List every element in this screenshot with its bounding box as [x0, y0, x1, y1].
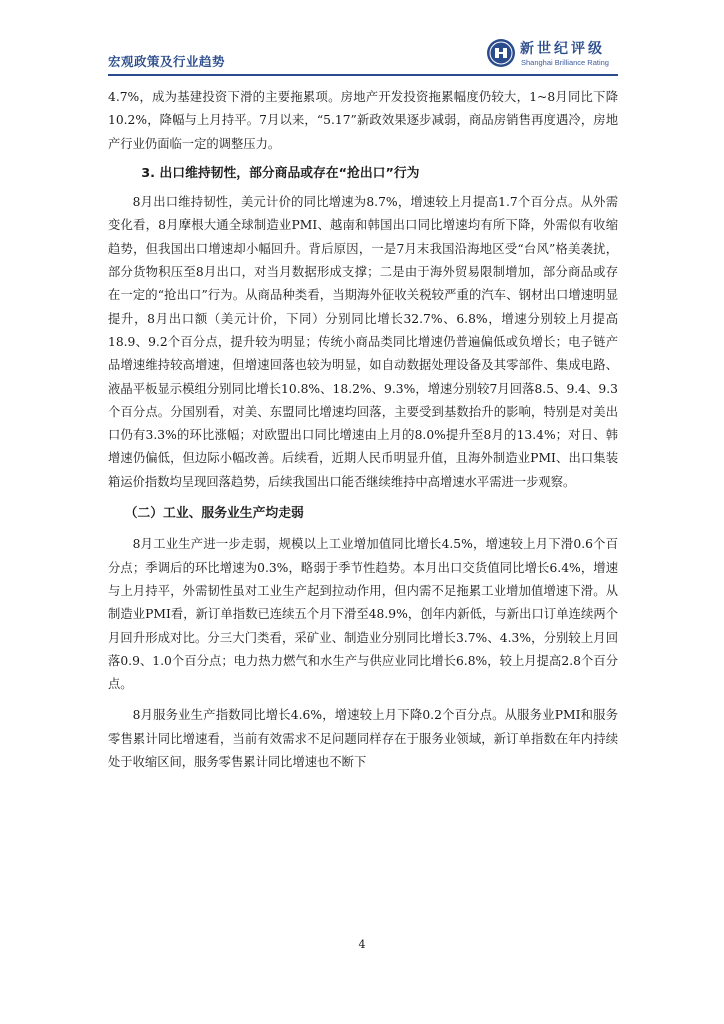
brand-logo-icon — [486, 38, 516, 68]
header-title: 宏观政策及行业趋势 — [108, 54, 226, 69]
header-divider — [108, 74, 618, 76]
page-header — [108, 38, 618, 72]
page-number: 4 — [358, 938, 366, 951]
brand-name: 新世纪评级 — [520, 41, 605, 57]
paragraph-infrastructure-real-estate: 4.7%，成为基建投资下滑的主要拖累项。房地产开发投资拖累幅度仍较大，1~8月同比下降10.2%，降幅与上月持平。7月以来，“5.17”新政效果逐步减弱，商品房销售再度遇冷，房地产行业仍面临一定的调整压力。 — [108, 90, 618, 151]
brand — [488, 38, 618, 70]
paragraph-services-production: 8月服务业生产指数同比增长4.6%，增速较上月下降0.2个百分点。从服务业PMI和服务零售累计同比增速看，当前有效需求不足问题同样存在于服务业领域，新订单指数在年内持续处于收缩区间，服务零售累计同比增速也不断下 — [108, 708, 618, 770]
section-heading-industry-services: （二）工业、服务业生产均走弱 — [124, 506, 304, 522]
paragraph-industrial-production: 8月工业生产进一步走弱，规模以上工业增加值同比增长4.5%，增速较上月下滑0.6个百分点；季调后的环比增速为0.3%，略弱于季节性趋势。本月出口交货值同比增长6.4%，增速与上月持平，外需韧性虽对工业生产起到拉动作用，但内需不足拖累工业增加值增速下滑。从制造业PMI看，新订单指数已连续五个月下滑至48.9%，创年内新低，与新出口订单连续两个月回升形成对比。分三大门类看，采矿业、制造业分别同比增长3.7%、4.3%，分别较上月回落0.9、1.0个百分点；电力热力燃气和水生产与供应业同比增长6.8%，较上月提高2.8个百分点。 — [108, 537, 618, 692]
document-body — [108, 86, 618, 774]
section-heading-exports: 3. 出口维持韧性，部分商品或存在“抢出口”行为 — [141, 165, 420, 181]
paragraph-exports: 8月出口维持韧性，美元计价的同比增速为8.7%，增速较上月提高1.7个百分点。从外需变化看，8月摩根大通全球制造业PMI、越南和韩国出口同比增速均有所下降，外需似有收缩趋势，但我国出口增速却小幅回升。背后原因，一是7月末我国沿海地区受“台风”格美袭扰，部分货物积压至8月出口，对当月数据形成支撑；二是由于海外贸易限制增加，部分商品或存在一定的“抢出口”行为。从商品种类看，当期海外征收关税较严重的汽车、钢材出口增速明显提升，8月出口额（美元计价，下同）分别同比增长32.7%、6.8%，增速分别较上月提高18.9、9.2个百分点，提升较为明显；传统小商品类同比增速仍普遍偏低或负增长；电子链产品增速维持较高增速，但增速回落也较为明显，如自动数据处理设备及其零部件、集成电路、液晶平板显示模组分别同比增长10.8%、18.2%、9.3%，增速分别较7月回落8.5、9.4、9.3个百分点。分国别看，对美、东盟同比增速均回落，主要受到基数抬升的影响，特别是对美出口仍有3.3%的环比涨幅；对欧盟出口同比增速由上月的8.0%提升至8月的13.4%；对日、韩增速仍偏低，但边际小幅改善。后续看，近期人民币明显升值，且海外制造业PMI、出口集装箱运价指数均呈现回落趋势，后续我国出口能否继续维持中高增速水平需进一步观察。 — [108, 195, 618, 489]
brand-name-en: Shanghai Brilliance Rating — [521, 58, 609, 67]
